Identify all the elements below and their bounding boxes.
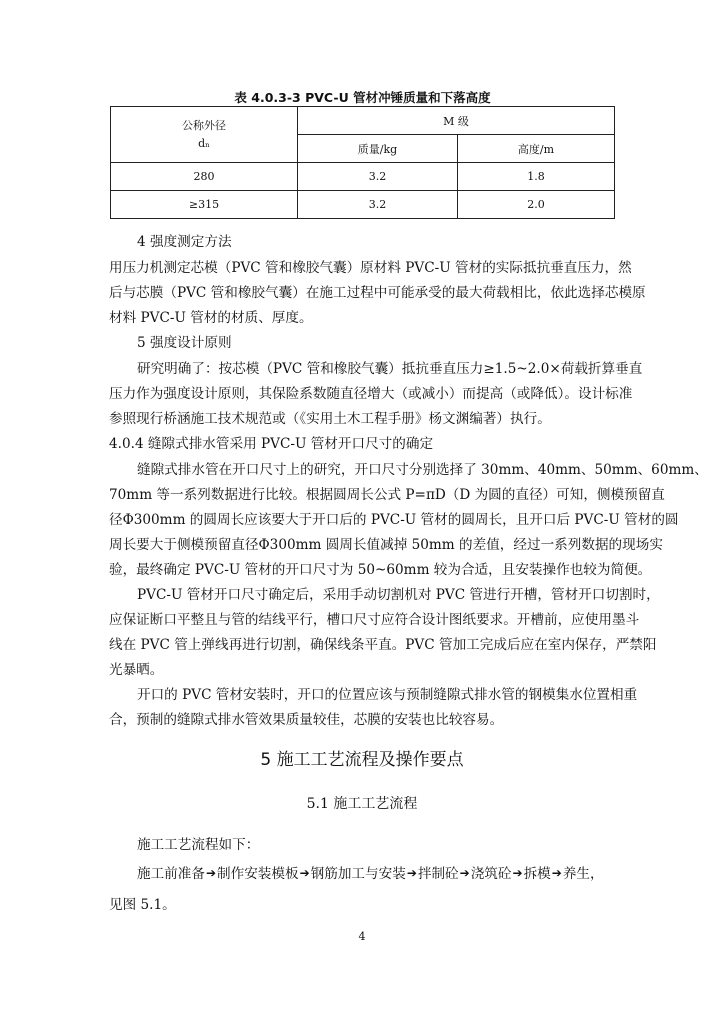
flow-step: 拌制砼 [417, 866, 459, 882]
paragraph-line: 周长要大于侧模预留直径Φ300mm 圆周长值减掉 50mm 的差值，经过一系列数据的现场实 [109, 537, 663, 553]
group-m-class-header: M 级 [298, 107, 615, 135]
arrow-right-icon: ➔ [205, 866, 217, 880]
paragraph-line: 开口的 PVC 管材安装时，开口的位置应该与预制缝隙式排水管的钢模集水位置相重 [137, 687, 638, 703]
chapter-title: 5 施工工艺流程及操作要点 [260, 750, 464, 770]
col-height-header: 高度/m [458, 135, 615, 163]
flow-step: 钢筋加工与安装 [310, 866, 406, 882]
cell-mass: 3.2 [298, 191, 458, 219]
paragraph-line: 径Φ300mm 的圆周长应该要大于开口后的 PVC-U 管材的圆周长，且开口后 PVC-U 管材的圆 [109, 512, 679, 528]
paragraph-line: 研究明确了：按芯模（PVC 管和橡胶气囊）抵抗垂直压力≥1.5~2.0×荷载折算垂直 [137, 361, 643, 377]
flow-step: 拆模 [523, 866, 551, 882]
flow-step: 施工前准备 [137, 866, 205, 882]
cell-diameter: ≥315 [111, 191, 298, 219]
arrow-right-icon: ➔ [406, 866, 417, 880]
flow-intro: 施工工艺流程如下： [137, 837, 260, 853]
paragraph-line: 压力作为强度设计原则，其保险系数随直径增大（或减小）而提高（或降低）。设计标准 [109, 386, 633, 402]
cell-height: 2.0 [458, 191, 615, 219]
paragraph-line: 光暴晒。 [109, 662, 164, 678]
flow-step: 养生， [562, 866, 604, 882]
col-nominal-diameter-label: 公称外径 [182, 118, 226, 132]
paragraph-line: 70mm 等一系列数据进行比较。根据圆周长公式 P=πD（D 为圆的直径）可知，侧模预留直 [109, 487, 665, 503]
paragraph-line: 参照现行桥涵施工技术规范或（《实用土木工程手册》杨文渊编著）执行。 [109, 411, 551, 427]
arrow-right-icon: ➔ [459, 866, 470, 880]
flow-step: 浇筑砼 [470, 866, 512, 882]
paragraph-line: 线在 PVC 管上弹线再进行切割，确保线条平直。PVC 管加工完成后应在室内保存，严禁阳 [109, 637, 657, 653]
process-flow [137, 862, 604, 882]
impact-hammer-table [110, 106, 615, 219]
clause-heading: 4.0.4 缝隙式排水管采用 PVC-U 管材开口尺寸的确定 [109, 436, 434, 452]
col-nominal-diameter-symbol: dₙ [198, 136, 210, 150]
flow-step: 制作安装模板 [217, 866, 299, 882]
paragraph-line: 用压力机测定芯模（PVC 管和橡胶气囊）原材料 PVC-U 管材的实际抵抗垂直压力，然 [109, 260, 632, 276]
col-nominal-diameter-header [111, 107, 298, 163]
arrow-right-icon: ➔ [512, 866, 523, 880]
table-row [111, 163, 615, 191]
subsection-heading: 4 强度测定方法 [137, 234, 232, 250]
col-mass-header: 质量/kg [298, 135, 458, 163]
paragraph-line: 验，最终确定 PVC-U 管材的开口尺寸为 50~60mm 较为合适，且安装操作也较为简便。 [109, 562, 652, 578]
arrow-right-icon: ➔ [299, 866, 310, 880]
section-title: 5.1 施工工艺流程 [306, 796, 418, 812]
subsection-heading: 5 强度设计原则 [137, 335, 232, 351]
page-number: 4 [358, 930, 366, 943]
table-caption: 表 4.0.3-3 PVC-U 管材冲锤质量和下落高度 [234, 90, 491, 105]
paragraph-line: 材料 PVC-U 管材的材质、厚度。 [109, 310, 313, 326]
paragraph-line: 缝隙式排水管在开口尺寸上的研究，开口尺寸分别选择了 30mm、40mm、50mm、60mm、 [137, 462, 708, 478]
arrow-right-icon: ➔ [551, 866, 562, 880]
paragraph-line: 应保证断口平整且与管的结线平行，槽口尺寸应符合设计图纸要求。开槽前，应使用墨斗 [109, 612, 640, 628]
paragraph-line: 后与芯膜（PVC 管和橡胶气囊）在施工过程中可能承受的最大荷载相比，依此选择芯模原 [109, 285, 646, 301]
flow-figure-reference: 见图 5.1。 [109, 897, 176, 913]
table-row [111, 191, 615, 219]
cell-diameter: 280 [111, 163, 298, 191]
cell-height: 1.8 [458, 163, 615, 191]
paragraph-line: 合，预制的缝隙式排水管效果质量较佳，芯膜的安装也比较容易。 [109, 712, 504, 728]
table-header-row [111, 107, 615, 135]
paragraph-line: PVC-U 管材开口尺寸确定后，采用手动切割机对 PVC 管进行开槽，管材开口切割时， [137, 587, 660, 603]
cell-mass: 3.2 [298, 163, 458, 191]
